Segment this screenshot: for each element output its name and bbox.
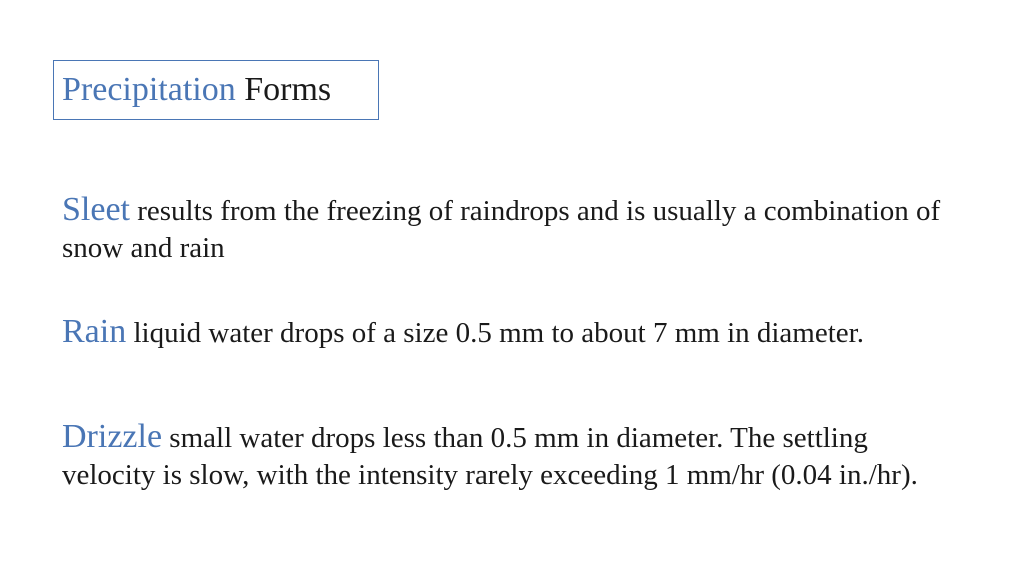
term-sleet: Sleet [62, 191, 130, 228]
slide-title [62, 73, 331, 107]
description-rain: liquid water drops of a size 0.5 mm to about 7 mm in diameter. [133, 317, 864, 349]
title-rest: Forms [244, 71, 332, 108]
definition-drizzle [62, 418, 962, 494]
definition-rain [62, 313, 962, 352]
definition-sleet [62, 191, 962, 267]
term-rain: Rain [62, 313, 127, 350]
description-sleet: results from the freezing of raindrops and is usually a combination of snow and rain [62, 195, 941, 264]
title-box [53, 60, 379, 120]
description-drizzle: small water drops less than 0.5 mm in diameter. The settling velocity is slow, with the intensity rarely exceeding 1 mm/hr (0.04 in./hr). [62, 422, 918, 491]
title-highlight: Precipitation [62, 71, 236, 108]
term-drizzle: Drizzle [62, 418, 163, 455]
